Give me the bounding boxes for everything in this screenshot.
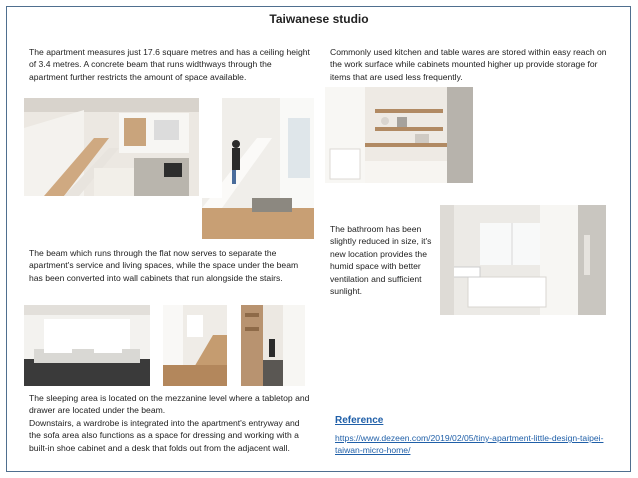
photo-stairs-person bbox=[202, 98, 314, 239]
photo-aerial-living bbox=[24, 98, 199, 196]
kitchen-paragraph: Commonly used kitchen and table wares are stored within easy reach on the work surface while cabinets mounted higher up provide storage for items that are used less frequently. bbox=[330, 47, 607, 82]
beam-paragraph: The beam which runs through the flat now serves to separate the apartment's service and living spaces, while the space under the beam has been converted into wall cabinets that run alongside the stairs. bbox=[29, 248, 299, 283]
photo-kitchen-shelves bbox=[325, 87, 473, 183]
reference-link[interactable]: https://www.dezeen.com/2019/02/05/tiny-apartment-little-design-taipei-taiwan-micro-home/ bbox=[335, 433, 604, 456]
page-title: Taiwanese studio bbox=[269, 12, 369, 26]
intro-paragraph: The apartment measures just 17.6 square metres and has a ceiling height of 3.4 metres. A concrete beam that runs widthways through the apartment further restricts the amount of space available. bbox=[29, 47, 310, 82]
downstairs-text: Downstairs, a wardrobe is integrated into the apartment's entryway and the sofa area also functions as a space for dressing and working with a built-in shoe cabinet and a desk that folds out from the adjacent wall. bbox=[29, 417, 300, 453]
photo-mezzanine-bed bbox=[24, 305, 150, 386]
photo-bathroom bbox=[440, 205, 606, 315]
sleeping-text: The sleeping area is located on the mezzanine level where a tabletop and drawer are located under the beam. bbox=[29, 393, 310, 416]
photo-wardrobe-entry bbox=[163, 305, 227, 386]
sleeping-paragraph bbox=[29, 392, 313, 454]
photo-storage-corridor bbox=[241, 305, 305, 386]
reference-heading: Reference bbox=[335, 415, 384, 426]
bathroom-paragraph: The bathroom has been slightly reduced in size, it's new location provides the humid space with better ventilation and sufficient sunlight. bbox=[330, 224, 432, 297]
